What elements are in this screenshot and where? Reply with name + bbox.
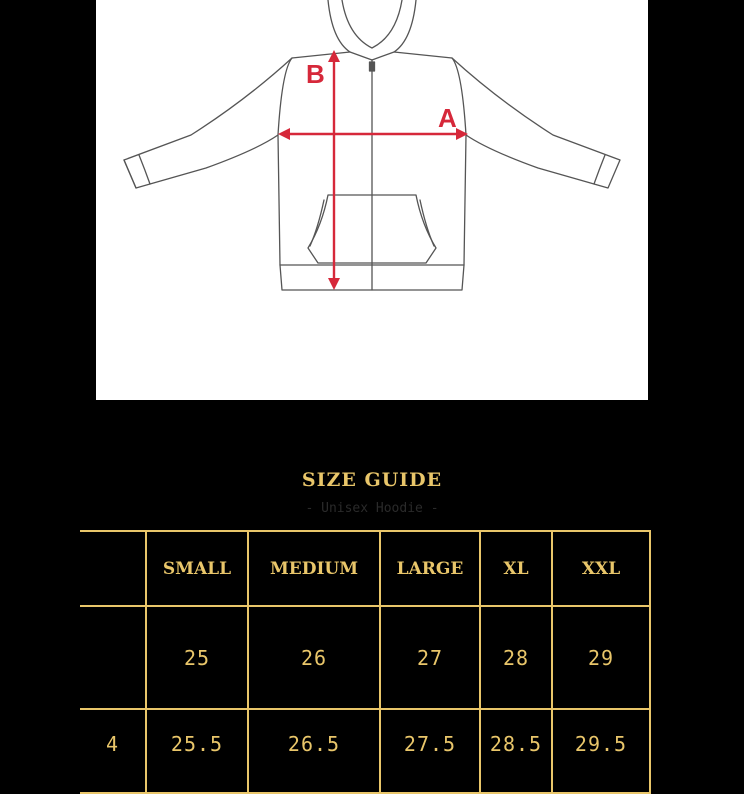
size-guide-subtitle: - Unisex Hoodie - [305, 501, 439, 516]
left-sleeve-outline [124, 58, 292, 188]
table-cell: 26 [248, 606, 380, 709]
header-xxl: XXL [552, 531, 650, 606]
header-blank-cell [80, 531, 146, 606]
table-cell: 29 [552, 606, 650, 709]
table-cell: 29.5 [552, 709, 650, 793]
table-header-row [80, 531, 650, 606]
measurement-label-b: B [306, 59, 325, 89]
row-label: 4 [80, 709, 146, 793]
table-row [80, 709, 650, 793]
header-large: LARGE [380, 531, 480, 606]
table-cell: 27.5 [380, 709, 480, 793]
table-cell: 27 [380, 606, 480, 709]
table-cell: 28 [480, 606, 552, 709]
table-row [80, 606, 650, 709]
table-cell: 25.5 [146, 709, 248, 793]
table-cell: 28.5 [480, 709, 552, 793]
measurement-label-a: A [438, 103, 457, 133]
table-cell: 26.5 [248, 709, 380, 793]
table-cell: 25 [146, 606, 248, 709]
right-sleeve-outline [452, 58, 620, 188]
size-chart-table [80, 530, 651, 794]
hoodie-outline-illustration [96, 0, 648, 400]
hoodie-diagram-panel [96, 0, 648, 400]
size-guide-title: SIZE GUIDE [301, 469, 443, 491]
header-small: SMALL [146, 531, 248, 606]
row-label [80, 606, 146, 709]
hood-outline [328, 0, 416, 60]
header-medium: MEDIUM [248, 531, 380, 606]
header-xl: XL [480, 531, 552, 606]
